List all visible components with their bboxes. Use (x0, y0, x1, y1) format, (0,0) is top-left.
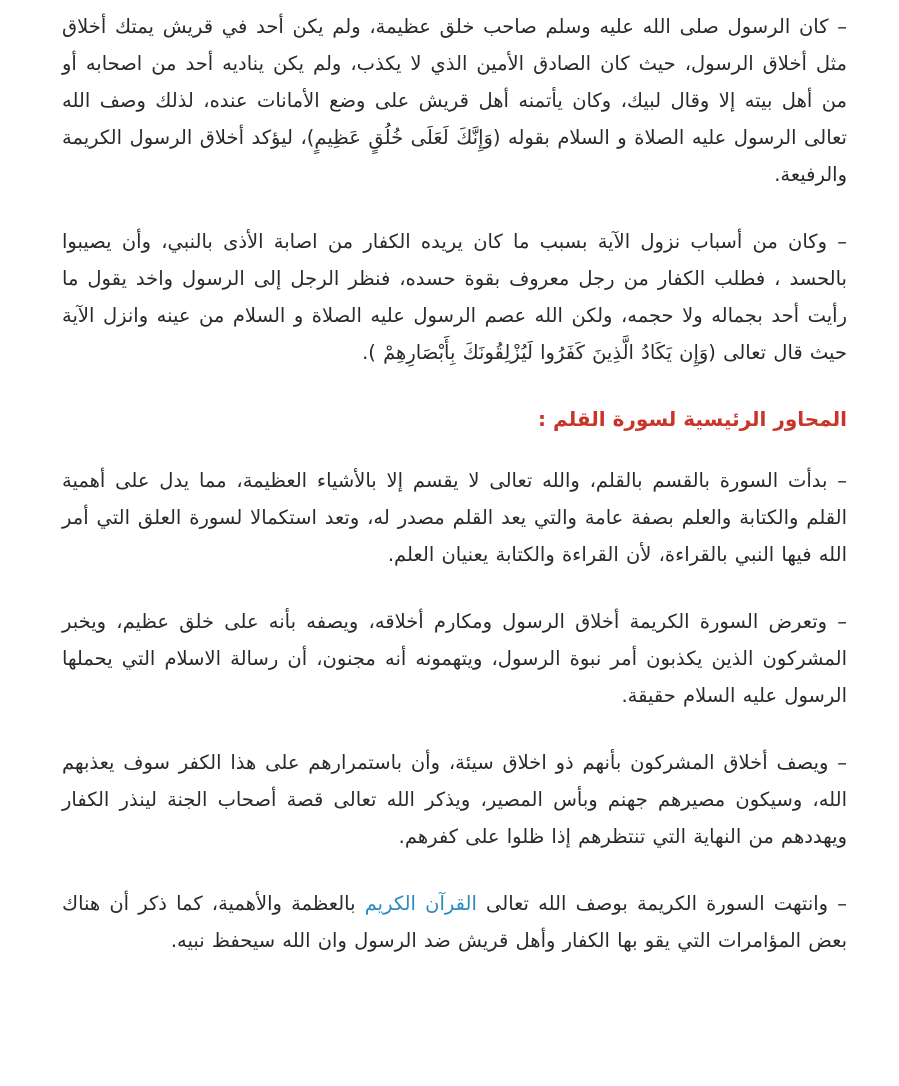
paragraph-conclusion (62, 885, 847, 959)
paragraph-revelation-reason: – وكان من أسباب نزول الآية بسبب ما كان يريده الكفار من اصابة الأذى بالنبي، وأن يصيبوا بالحسد ، فطلب الكفار من رجل معروف بقوة حسده، فنظر الرجل إلى الرسول واخد يقول ما رأيت أحد بجماله ولا حجمه، ولكن الله عصم الرسول عليه الصلاة و السلام من عينه وانزل الآية حيث قال تعالى (وَإِن يَكَادُ الَّذِينَ كَفَرُوا لَيُزْلِقُونَكَ بِأَبْصَارِهِمْ ). (62, 230, 847, 364)
conclusion-text-before: – وانتهت السورة الكريمة بوصف الله تعالى (476, 892, 847, 915)
paragraph-prophet-morals: – وتعرض السورة الكريمة أخلاق الرسول ومكارم أخلاقه، ويصفه بأنه على خلق عظيم، ويخبر المشركون الذين يكذبون أمر نبوة الرسول، ويتهمونه أنه مجنون، أن رسالة الاسلام التي يحملها الرسول عليه السلام حقيقة. (62, 610, 847, 707)
section-heading: المحاور الرئيسية لسورة القلم : (538, 407, 847, 431)
quran-highlight: القرآن الكريم (364, 892, 477, 915)
paragraph-oath-by-pen: – بدأت السورة بالقسم بالقلم، والله تعالى لا يقسم إلا بالأشياء العظيمة، مما يدل على أهمية القلم والكتابة والعلم بصفة عامة والتي يعد القلم مصدر له، وتعد استكمالا لسورة العلق التي أمر الله فيها النبي بالقراءة، لأن القراءة والكتابة يعنيان العلم. (62, 469, 847, 566)
paragraph-prophet-character: – كان الرسول صلى الله عليه وسلم صاحب خلق عظيمة، ولم يكن أحد في قريش يمتك أخلاق مثل أخلاق الرسول، حيث كان الصادق الأمين الذي لا يكذب، ولم يكن يناديه أحد من اصحابه أو من أهل بيته إلا وقال لبيك، وكان يأتمنه أهل قريش على وضع الأمانات عنده، لذلك وصف الله تعالى الرسول عليه الصلاة و السلام بقوله (وَإِنَّكَ لَعَلَى خُلُقٍ عَظِيمٍ)، ليؤكد أخلاق الرسول الكريمة والرفيعة. (62, 15, 847, 186)
conclusion-text-after: بالعظمة والأهمية، كما ذكر أن هناك بعض المؤامرات التي يقو بها الكفار وأهل قريش ضد الرسول وان الله سيحفظ نبيه. (62, 892, 847, 952)
paragraph-polytheists: – ويصف أخلاق المشركون بأنهم ذو اخلاق سيئة، وأن باستمرارهم على هذا الكفر سوف يعذبهم الله، وسيكون مصيرهم جهنم وبأس المصير، ويذكر الله تعالى قصة أصحاب الجنة لينذر الكفار ويهددهم من النهاية التي تنتظرهم إذا ظلوا على كفرهم. (62, 751, 847, 848)
